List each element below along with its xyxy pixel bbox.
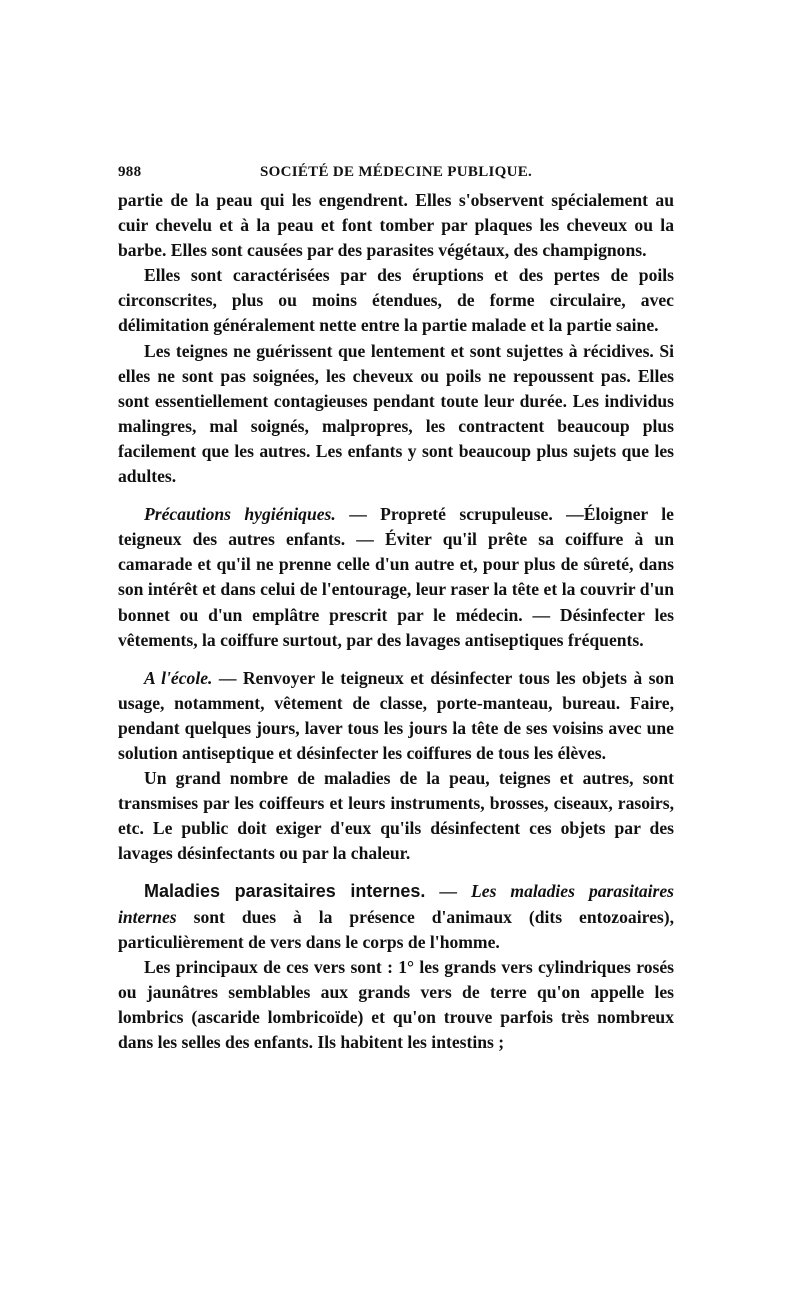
paragraph-healing: Les teignes ne guérissent que lentement et sont sujettes à récidives. Si elles ne sont pas soignées, les cheveux ou poils ne repoussent pas. Elles sont essentiellement contagieuses pendant toute leur durée. Les individus malingres, mal soignés, malpropres, les contractent beaucoup plus facilement que les autres. Les enfants y sont beaucoup plus sujets que les adultes.: [118, 340, 674, 487]
paragraph-continuation: partie de la peau qui les engendrent. Elles s'observent spécialement au cuir chevelu et à la peau et font tomber par plaques les cheveux ou la barbe. Elles sont causées par des parasites végétaux, des champignons.: [118, 190, 674, 261]
precautions-text: — Propreté scrupuleuse. —Éloigner le teigneux des autres enfants. — Éviter qu'il prête sa coiffure à un camarade et qu'il ne prenne celle d'un autre et, pour plus de sûreté, dans son intérêt et dans celui de l'entourage, leur raser la tête et la couvrir d'un bonnet ou d'un emplâtre prescrit par le médecin. — Désinfecter les vêtements, la coiffure surtout, par des lavages antiseptiques fréquents.: [118, 504, 674, 650]
paragraph-worms: Les principaux de ces vers sont : 1° les grands vers cylindriques rosés ou jaunâtres semblables aux grands vers de terre qu'on appelle les lombrics (ascaride lombricoïde) et qu'on trouve parfois très nombreux dans les selles des enfants. Ils habitent les intestins ;: [118, 956, 674, 1052]
paragraph-at-school: [118, 666, 674, 766]
running-title: SOCIÉTÉ DE MÉDECINE PUBLIQUE.: [260, 164, 533, 180]
subsection-title-precautions: Précautions hygiéniques.: [144, 504, 336, 525]
paragraph-characteristics: Elles sont caractérisées par des éruptions et des pertes de poils circonscrites, plus ou moins étendues, de forme circulaire, avec délimitation généralement nette entre la partie malade et la partie saine.: [118, 265, 674, 336]
paragraph-hygienic-precautions: [118, 502, 674, 653]
paragraph-hairdressers: Un grand nombre de maladies de la peau, teignes et autres, sont transmises par les coiffeurs et leurs instruments, brosses, ciseaux, rasoirs, etc. Le public doit exiger d'eux qu'ils désinfectent ces objets par des lavages désinfectants ou par la chaleur.: [118, 768, 674, 864]
subsection-title-school: A l'école.: [144, 667, 213, 688]
school-text: — Renvoyer le teigneux et désinfecter tous les objets à son usage, notamment, vêtement de classe, porte-manteau, bureau. Faire, pendant quelques jours, laver tous les jours la tête de ses voisins avec une solution antiseptique et désinfecter les coiffures de tous les élèves.: [118, 667, 675, 763]
paragraph-internal-parasites: [118, 879, 674, 954]
internal-parasites-term: Les maladies parasitaires internes: [118, 881, 675, 927]
section-title-internal-parasites: Maladies parasitaires internes.: [144, 881, 426, 902]
page-number: 988: [118, 164, 142, 180]
book-page: [118, 160, 674, 1055]
internal-parasites-text: sont dues à la présence d'animaux (dits entozoaires), particulièrement de vers dans le corps de l'homme.: [118, 906, 674, 952]
running-header: [118, 160, 674, 188]
section-dash: —: [425, 881, 472, 902]
